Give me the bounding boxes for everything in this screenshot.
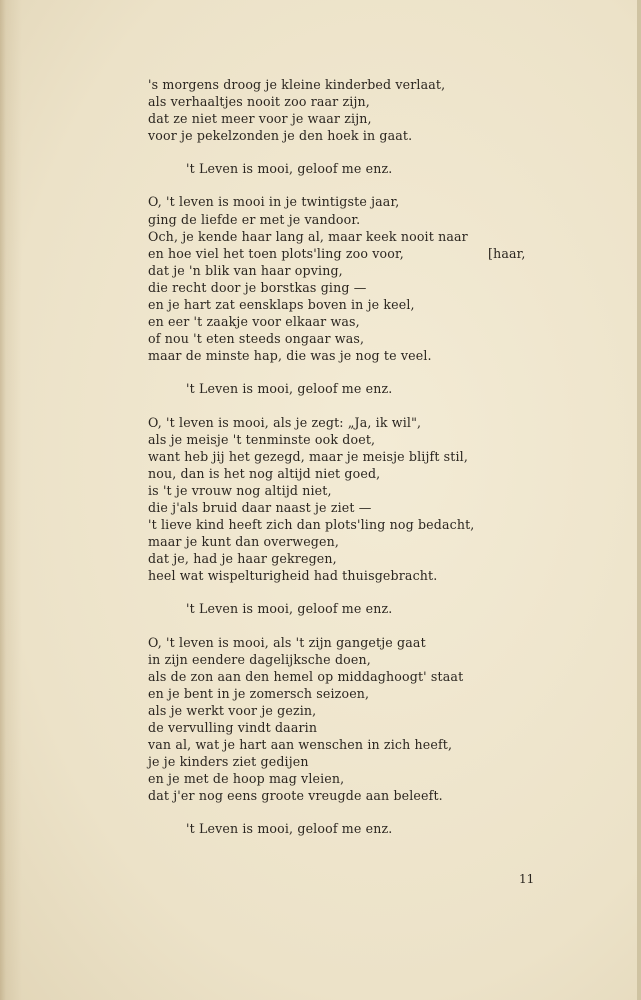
refrain-2: 't Leven is mooi, geloof me enz. [186,381,393,397]
poem-line-with-overflow [148,245,548,262]
refrain-4: 't Leven is mooi, geloof me enz. [186,821,393,837]
poem-line: als verhaaltjes nooit zoo raar zijn, [148,94,370,110]
poem-line: die j'als bruid daar naast je ziet — [148,499,372,515]
poem-line: want heb jij het gezegd, maar je meisje blijft stil, [148,448,469,464]
poem-line: van al, wat je hart aan wenschen in zich heeft, [148,737,453,753]
poem-line: ging de liefde er met je vandoor. [148,211,361,227]
poem-line: je je kinders ziet gedijen [148,754,309,770]
poem-line: en je hart zat eensklaps boven in je keel, [148,297,415,313]
poem-line: de vervulling vindt daarin [148,720,318,735]
poem-line: nou, dan is het nog altijd niet goed, [148,465,381,481]
poem-line: 't lieve kind heeft zich dan plots'ling nog bedacht, [148,517,475,533]
poem-line: dat ze niet meer voor je waar zijn, [148,111,372,127]
poem-line: O, 't leven is mooi, als je zegt: „Ja, ik wil", [148,414,422,430]
stanza-2 [148,193,548,364]
poem-text [148,76,548,838]
poem-line: als je werkt voor je gezin, [148,702,317,718]
page-edge [637,0,641,1000]
poem-line: Och, je kende haar lang al, maar keek nooit naar [148,228,468,244]
poem-line: maar de minste hap, die was je nog te veel. [148,348,432,364]
stanza-1 [148,76,548,144]
poem-line: als je meisje 't tenminste ook doet, [148,431,376,447]
poem-line: O, 't leven is mooi, als 't zijn gangetje gaat [148,634,426,650]
poem-line: als de zon aan den hemel op middaghoogt' staat [148,668,464,684]
poem-line: en je bent in je zomersch seizoen, [148,685,370,701]
poem-line: dat je, had je haar gekregen, [148,551,337,567]
poem-line: en eer 't zaakje voor elkaar was, [148,314,360,330]
poem-line: dat j'er nog eens groote vreugde aan beleeft. [148,788,443,804]
page-number: 11 [519,872,535,886]
refrain-3: 't Leven is mooi, geloof me enz. [186,601,393,617]
poem-line: dat je 'n blik van haar opving, [148,262,343,278]
poem-line: die recht door je borstkas ging — [148,279,367,295]
poem-line: O, 't leven is mooi in je twintigste jaar, [148,194,400,210]
poem-line: en je met de hoop mag vleien, [148,771,345,787]
stanza-3 [148,414,548,585]
overflow-word: [haar, [488,245,526,261]
poem-line: in zijn eendere dagelijksche doen, [148,651,371,667]
stanza-4 [148,634,548,805]
poem-line: of nou 't eten steeds ongaar was, [148,331,365,347]
poem-line: maar je kunt dan overwegen, [148,534,340,550]
poem-line: voor je pekelzonden je den hoek in gaat. [148,128,413,144]
poem-line: 's morgens droog je kleine kinderbed verlaat, [148,77,446,92]
poem-line: heel wat wispelturigheid had thuisgebracht. [148,568,438,584]
poem-line: en hoe viel het toen plots'ling zoo voor, [148,245,404,261]
refrain-1: 't Leven is mooi, geloof me enz. [186,161,393,177]
poem-line: is 't je vrouw nog altijd niet, [148,482,332,498]
